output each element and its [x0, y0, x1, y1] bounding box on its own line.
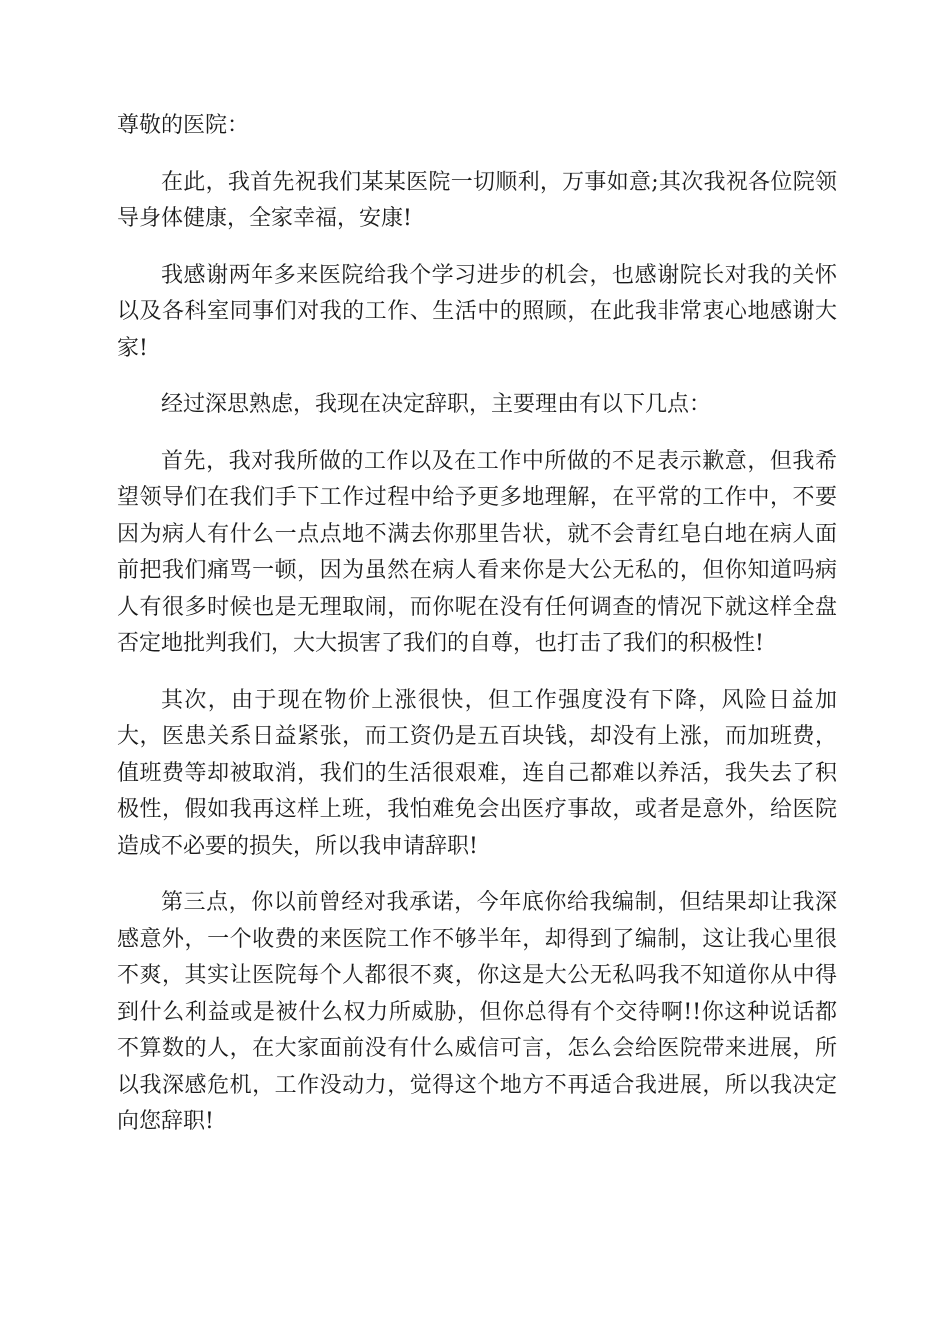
- paragraph-reason-third: 第三点，你以前曾经对我承诺，今年底你给我编制，但结果却让我深感意外，一个收费的来医院工作不够半年，却得到了编制，这让我心里很不爽，其实让医院每个人都很不爽，你这是大公无私吗我不知道你从中得到什么利益或是被什么权力所威胁，但你总得有个交待啊!!你这种说话都不算数的人，在大家面前没有什么威信可言，怎么会给医院带来进展，所以我深感危机，工作没动力，觉得这个地方不再适合我进展，所以我决定向您辞职!: [117, 890, 837, 1134]
- paragraph-decision: 经过深思熟虑，我现在决定辞职，主要理由有以下几点：: [161, 392, 712, 417]
- salutation: 尊敬的医院：: [117, 113, 250, 138]
- letter-body: [117, 108, 837, 1161]
- paragraph-reason-second: 其次，由于现在物价上涨很快，但工作强度没有下降，风险日益加大，医患关系日益紧张，而工资仍是五百块钱，却没有上涨，而加班费，值班费等却被取消，我们的生活很艰难，连自己都难以养活，我失去了积极性，假如我再这样上班，我怕难免会出医疗事故，或者是意外，给医院造成不必要的损失，所以我申请辞职!: [117, 687, 837, 859]
- paragraph-thanks: 我感谢两年多来医院给我个学习进步的机会，也感谢院长对我的关怀以及各科室同事们对我的工作、生活中的照顾，在此我非常衷心地感谢大家!: [117, 262, 837, 361]
- paragraph-reason-first: 首先，我对我所做的工作以及在工作中所做的不足表示歉意，但我希望领导们在我们手下工作过程中给予更多地理解，在平常的工作中，不要因为病人有什么一点点地不满去你那里告状，就不会青红皂白地在病人面前把我们痛骂一顿，因为虽然在病人看来你是大公无私的，但你知道吗病人有很多时候也是无理取闹，而你呢在没有任何调查的情况下就这样全盘否定地批判我们，大大损害了我们的自尊，也打击了我们的积极性!: [117, 448, 837, 656]
- paragraph-greeting: 在此，我首先祝我们某某医院一切顺利，万事如意;其次我祝各位院领导身体健康，全家幸福，安康!: [117, 169, 837, 231]
